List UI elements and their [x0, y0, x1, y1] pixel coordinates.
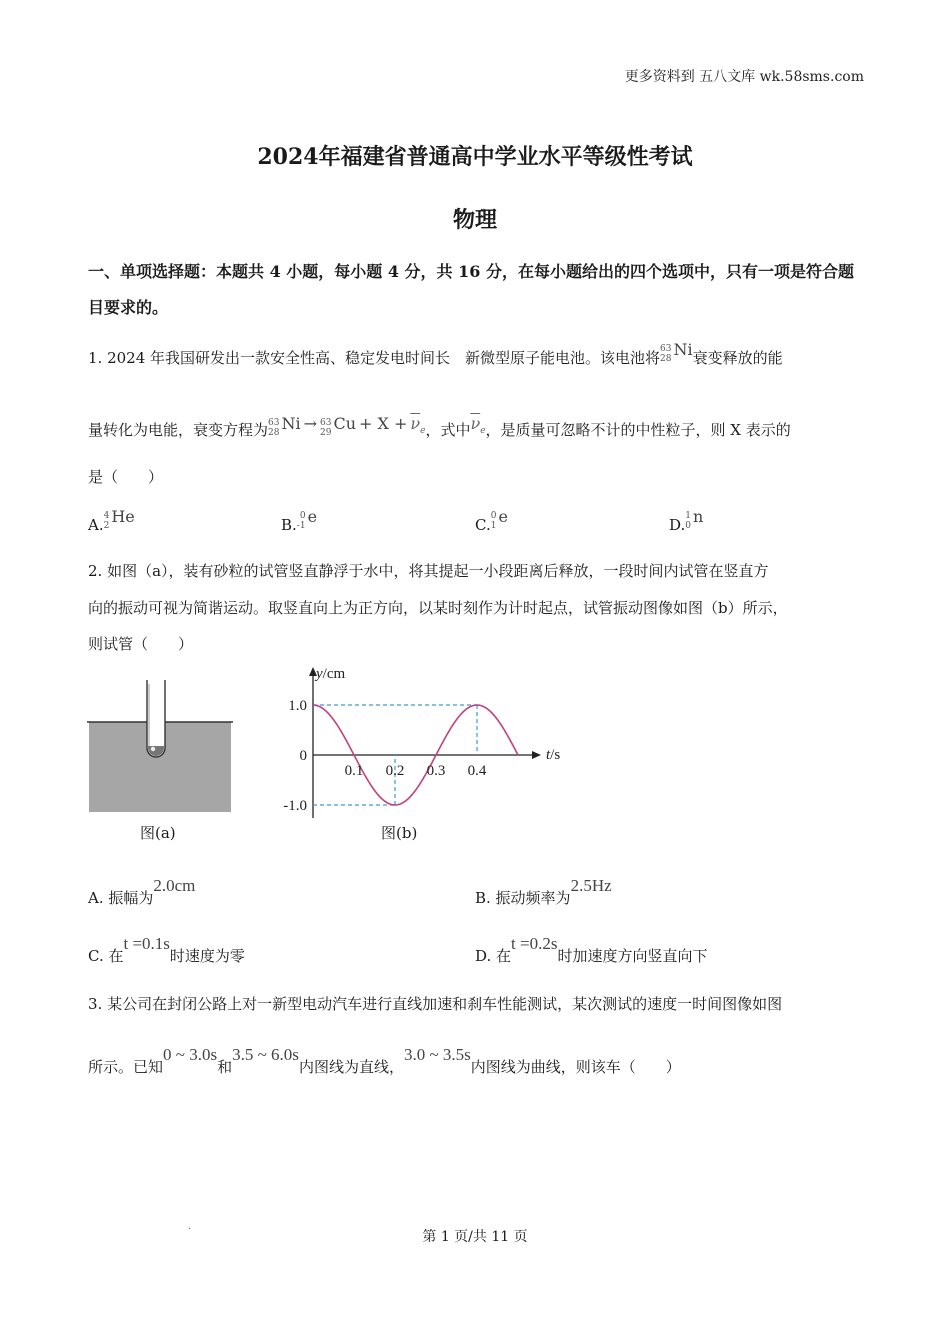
- q1-line2-tail: ，是质量可忽略不计的中性粒子，则 X 表示的: [485, 421, 791, 439]
- test-tube: [147, 680, 165, 757]
- sand-highlight: [151, 747, 155, 751]
- q1-line2-mid: ，式中: [425, 421, 471, 439]
- q2-option-b[interactable]: B. 振动频率为2.5Hz: [475, 876, 612, 907]
- q1-option-d[interactable]: D. 1 0 n: [669, 507, 704, 534]
- q2-line3: 则试管（ ）: [88, 635, 194, 653]
- nu-symbol: $\overline{\nu}_e$: [470, 414, 486, 436]
- q2-option-c[interactable]: C. 在t =0.1s时速度为零: [88, 934, 245, 965]
- y-tick-label: 1.0: [288, 698, 307, 714]
- q3-line2: 所示。已知0 ~ 3.0s和3.5 ~ 6.0s内图线为直线，3.0 ~ 3.5s内图线为曲线，则该车（ ）: [88, 1045, 681, 1076]
- figure-a-caption: 图(a): [140, 824, 176, 842]
- x-tick-label: 0.2: [385, 763, 405, 779]
- x-axis-label: t/s: [546, 747, 561, 763]
- q1-line2-text: 量转化为电能，衰变方程为: [88, 421, 269, 439]
- exam-title: 2024年福建省普通高中学业水平等级性考试: [257, 144, 693, 170]
- q3-interval-3: 3.0 ~ 3.5s: [403, 1045, 471, 1064]
- q1-line1: [88, 340, 783, 368]
- q1-line3: 是（ ）: [88, 468, 164, 486]
- q1-option-b[interactable]: B. 0 -1 e: [281, 507, 318, 534]
- q1-option-a[interactable]: A. 4 2 He: [88, 507, 135, 534]
- x-tick-label: 0.3: [426, 763, 446, 779]
- ni-nuclide: 63 28 Ni: [660, 340, 693, 364]
- figure-a-test-tube: [85, 676, 235, 846]
- q3-line1: 3. 某公司在封闭公路上对一新型电动汽车进行直线加速和刹车性能测试，某次测试的速度一时间图像如图: [88, 995, 783, 1013]
- q1-line2: [88, 414, 791, 441]
- q2-line2: 向的振动可视为简谐运动。取竖直向上为正方向，以某时刻作为计时起点，试管振动图像如图（b）所示，: [88, 599, 788, 617]
- x-tick-label: 0.1: [344, 763, 364, 779]
- figure-b-caption: 图(b): [381, 824, 418, 842]
- q2-option-a[interactable]: A. 振幅为2.0cm: [88, 876, 196, 907]
- x-axis-arrow: [532, 751, 541, 759]
- x-tick-label: 0.4: [467, 763, 487, 779]
- q3-interval-1: 0 ~ 3.0s: [163, 1045, 218, 1064]
- q1-line1-text: 1. 2024 年我国研发出一款安全性高、稳定发电时间长 新微型原子能电池。该电池将: [88, 349, 661, 367]
- q1-option-c[interactable]: C. 0 1 e: [475, 507, 508, 534]
- figure-b-chart: [270, 660, 580, 825]
- y-tick-label: -1.0: [283, 798, 307, 814]
- y-tick-label: 0: [299, 748, 307, 764]
- y-axis-label: y/cm: [316, 666, 346, 682]
- q2-option-d[interactable]: D. 在t =0.2s时加速度方向竖直向下: [475, 934, 708, 965]
- footer-mark: ·: [188, 1224, 192, 1235]
- page-footer: 第 1 页/共 11 页: [422, 1229, 528, 1245]
- q2-line1: 2. 如图（a），装有砂粒的试管竖直静浮于水中，将其提起一小段距离后释放，一段时间内试管在竖直方: [88, 562, 769, 580]
- decay-equation: 63 28 Ni → 63 29 $Cu + X + \overline{\nu}_e$: [268, 414, 426, 438]
- section-heading: 一、单项选择题：本题共 4 小题，每小题 4 分，共 16 分，在每小题给出的四个选项中，只有一项是符合题目要求的。: [88, 262, 854, 317]
- q1-line1-tail: 衰变释放的能: [692, 349, 783, 367]
- source-header: 更多资料到 五八文库 wk.58sms.com: [624, 69, 864, 85]
- exam-subject: 物理: [452, 207, 497, 233]
- q3-interval-2: 3.5 ~ 6.0s: [232, 1045, 299, 1064]
